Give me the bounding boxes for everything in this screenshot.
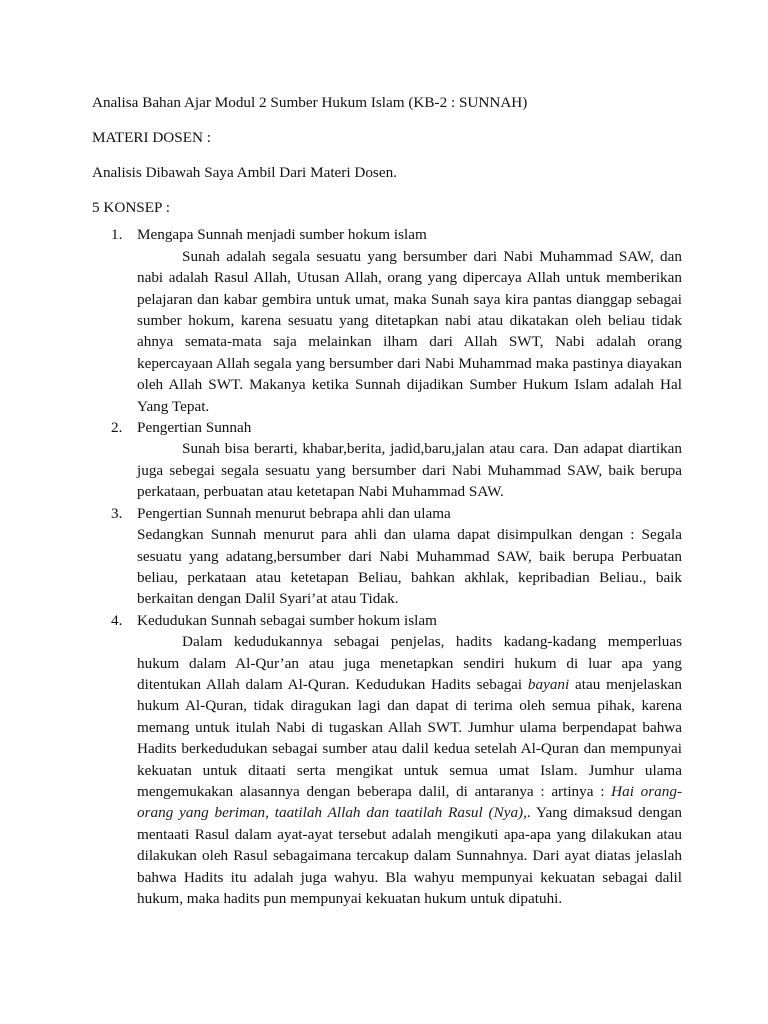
item-title: Mengapa Sunnah menjadi sumber hokum islam — [137, 226, 427, 244]
item-number: 4. — [111, 611, 123, 629]
item-title: Kedudukan Sunnah sebagai sumber hokum islam — [137, 611, 437, 629]
body-segment: Dalam kedudukannya sebagai penjelas, hadits kadang-kadang memperluas hukum dalam Al-Qur’an atau juga menetapkan sendiri hukum di luar apa yang ditentukan Allah dalam Al-Quran. Kedudukan Hadits sebagai — [137, 633, 682, 693]
italic-term: bayani — [527, 675, 570, 693]
item-title: Pengertian Sunnah — [137, 419, 252, 437]
list-item — [92, 417, 682, 503]
item-body: Sunah adalah segala sesuatu yang bersumber dari Nabi Muhammad SAW, dan nabi adalah Rasul Allah, Utusan Allah, orang yang dipercaya Allah untuk memberikan pelajaran dan kabar gembira untuk umat, maka Sunah saya kira pantas dianggap sebagai sumber hokum, karena sesuatu yang ditetapkan nabi atau dikatakan oleh beliau tidak ahnya semata-mata saja melainkan ilham dari Allah SWT, Nabi adalah orang kepercayaan Allah segala yang bersumber dari Nabi Muhammad maka pastinya diayakan oleh Allah SWT. Makanya ketika Sunnah dijadikan Sumber Hukum Islam adalah Hal Yang Tepat. — [137, 247, 682, 415]
quran-quote: Hai orang-orang yang beriman, taatilah Allah dan taatilah Rasul (Nya), — [137, 782, 683, 822]
concepts-list — [92, 224, 682, 909]
list-item — [92, 224, 682, 417]
item-title: Pengertian Sunnah menurut bebrapa ahli dan ulama — [137, 504, 451, 522]
list-item — [92, 503, 682, 610]
item-body — [137, 631, 682, 909]
item-number: 1. — [111, 226, 123, 244]
document-title: Analisa Bahan Ajar Modul 2 Sumber Hukum Islam (KB-2 : SUNNAH) — [92, 94, 528, 111]
body-segment: . Yang dimaksud dengan mentaati Rasul dalam ayat-ayat tersebut adalah mengikuti apa-apa yang dilakukan atau dilakukan oleh Rasul sebagaimana tercakup dalam Sunnahnya. Dari ayat diatas jelaslah bahwa Hadits itu adalah juga wahyu. Bla wahyu mempunyai kekuatan sebagai dalil hukum, maka hadits pun mempunyai kekuatan hukum untuk dipatuhi. — [137, 804, 682, 907]
item-body: Sunah bisa berarti, khabar,berita, jadid,baru,jalan atau cara. Dan adapat diartikan juga sebegai segala sesuatu yang bersumber dari Nabi Muhammad SAW, baik berupa perkataan, perbuatan atau ketetapan Nabi Muhammad SAW. — [137, 440, 682, 501]
section-label: MATERI DOSEN : — [92, 129, 211, 146]
list-item — [92, 610, 682, 910]
intro-text: Analisis Dibawah Saya Ambil Dari Materi Dosen. — [92, 164, 397, 181]
item-number: 3. — [111, 504, 123, 522]
item-body: Sedangkan Sunnah menurut para ahli dan ulama dapat disimpulkan dengan : Segala sesuatu yang adatang,bersumber dari Nabi Muhammad SAW, baik berupa Perbuatan beliau, perkataan atau ketetapan Beliau, bahkan akhlak, kepribadian Beliau., baik berkaitan dengan Dalil Syari’at atau Tidak. — [137, 526, 682, 608]
concepts-label: 5 KONSEP : — [92, 199, 170, 216]
document-page — [92, 92, 682, 909]
item-number: 2. — [111, 419, 123, 437]
body-segment: atau menjelaskan hukum Al-Quran, tidak diragukan lagi dan dapat di terima oleh semua pihak, karena memang untuk itulah Nabi di tugaskan Allah SWT. Jumhur ulama berpendapat bahwa Hadits berkedudukan sebagai sumber atau dalil kedua setelah Al-Quran dan mempunyai kekuatan untuk ditaati serta mengikat untuk semua umat Islam. Jumhur ulama mengemukakan alasannya dengan beberapa dalil, di antaranya : artinya : — [137, 675, 683, 800]
